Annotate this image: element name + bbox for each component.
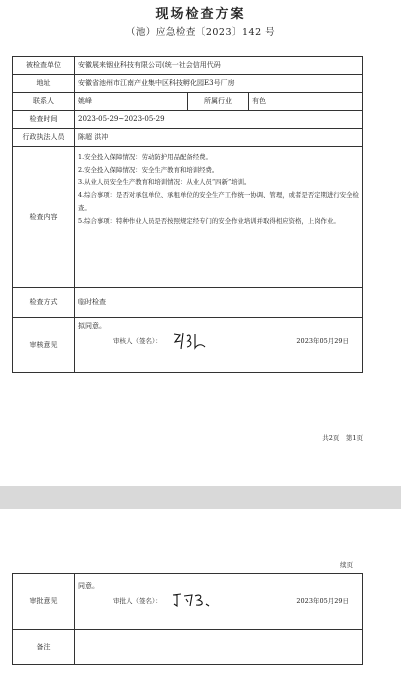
approve-text: 同意。 <box>78 582 99 590</box>
content-item: 4.综合事项：是否对承包单位、承租单位的安全生产工作统一协调、管理，或者是否定期进行安全检查。 <box>78 191 359 212</box>
contact-label: 联系人 <box>13 93 75 111</box>
table-row <box>13 147 363 288</box>
approval-table <box>12 573 363 665</box>
table-row <box>13 318 363 373</box>
approver-signature-icon <box>171 590 211 610</box>
page-number: 共2页 第1页 <box>322 434 363 442</box>
approve-cell <box>75 574 363 630</box>
content-cell <box>75 147 363 288</box>
address-value: 安徽省池州市江南产业集中区科技孵化园E3号厂房 <box>75 75 363 93</box>
review-date: 2023年05月29日 <box>296 336 350 345</box>
inspection-info-table <box>12 56 363 373</box>
table-row <box>13 574 363 630</box>
document-title: 现场检查方案 <box>155 7 246 22</box>
method-value: 临时检查 <box>75 288 363 318</box>
remarks-label: 备注 <box>13 630 75 665</box>
table-row <box>13 57 363 75</box>
remarks-value <box>75 630 363 665</box>
continued-label: 续页 <box>340 561 353 569</box>
table-row <box>13 93 363 111</box>
contact-value: 姚峰 <box>75 93 188 111</box>
officers-label: 行政执法人员 <box>13 129 75 147</box>
content-item: 2.安全投入保障情况：安全生产教育和培训经费。 <box>78 165 219 174</box>
table-row <box>13 75 363 93</box>
approve-date: 2023年05月29日 <box>296 596 349 605</box>
industry-label: 所属行业 <box>188 93 249 111</box>
time-value: 2023-05-29~2023-05-29 <box>75 111 363 129</box>
table-row <box>13 111 363 129</box>
table-row <box>13 288 363 318</box>
reviewer-label: 审核人（签名）： <box>113 336 162 345</box>
unit-label: 被检查单位 <box>13 57 75 75</box>
reviewer-signature-icon <box>171 330 209 352</box>
unit-value: 安徽展来铟业科技有限公司(统一社会信用代码 <box>75 57 363 75</box>
document-number: （池）应急检查〔2023〕142 号 <box>125 27 276 38</box>
content-label: 检查内容 <box>13 147 75 288</box>
content-item: 1.安全投入保障情况：劳动防护用品配备经费。 <box>78 153 212 161</box>
content-item: 5.综合事项：特种作业人员是否按照规定经专门的安全作业培训并取得相应资格，上岗作业。 <box>78 216 340 225</box>
address-label: 地址 <box>13 75 75 93</box>
review-text: 拟同意。 <box>78 322 106 330</box>
time-label: 检查时间 <box>13 111 75 129</box>
table-row <box>13 630 363 665</box>
approve-label: 审批意见 <box>13 574 75 630</box>
table-row <box>13 129 363 147</box>
content-item: 3.从业人员安全生产教育和培训情况：从业人员“四新”培训。 <box>78 178 251 187</box>
review-signature-line <box>78 331 359 351</box>
industry-value: 有色 <box>249 93 363 111</box>
review-label: 审核意见 <box>13 318 75 373</box>
approve-signature-line <box>78 591 359 611</box>
officers-value: 陈超 洪冲 <box>75 129 363 147</box>
review-cell <box>75 318 363 373</box>
approver-label: 审批人（签名）： <box>113 596 162 605</box>
method-label: 检查方式 <box>13 288 75 318</box>
